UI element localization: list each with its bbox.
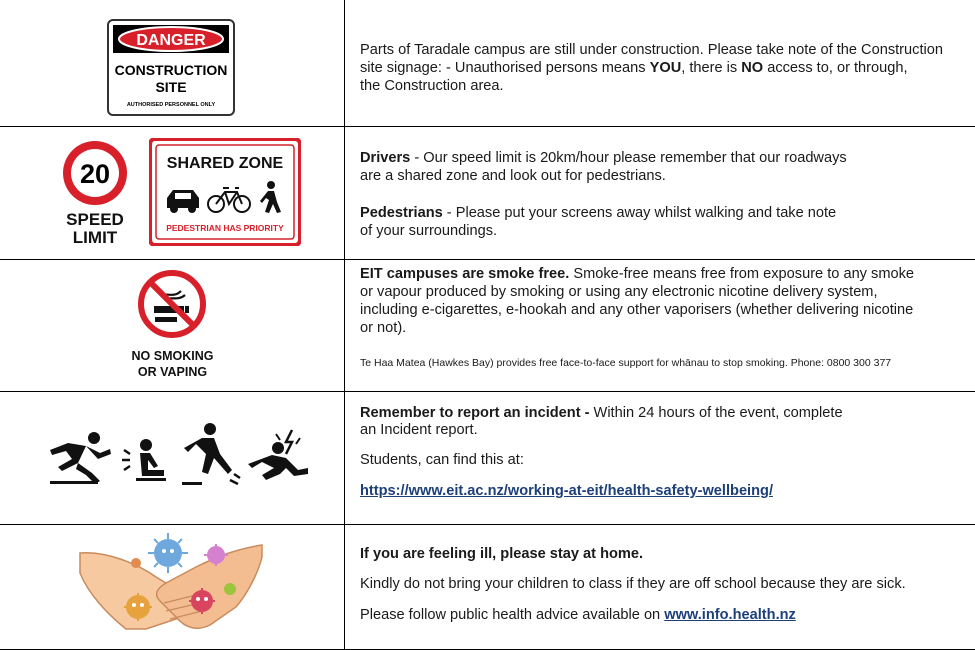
danger-header: DANGER xyxy=(136,32,206,49)
smoke-free-line3: including e-cigarettes, e-hookah and any other vaporisers (whether delivering nicotine xyxy=(360,302,914,318)
feeling-ill-text xyxy=(360,525,960,649)
construction-row xyxy=(0,0,975,126)
traffic-text xyxy=(360,127,960,259)
drivers-heading: Drivers xyxy=(360,150,411,166)
construction-line2: SITE xyxy=(155,79,187,95)
health-info-link[interactable]: www.info.health.nz xyxy=(664,607,796,623)
quit-support-text: Te Haa Matea (Hawkes Bay) provides free face-to-face support for whānau to stop smoking. Phone: 0800 300 377 xyxy=(360,357,892,369)
construction-text-line2 xyxy=(360,60,908,77)
incident-row xyxy=(0,391,975,524)
smoke-free-line4: or not). xyxy=(360,320,407,336)
feeling-ill-heading-bold: If you are feeling ill, please stay at home. xyxy=(360,546,644,562)
handshake-cell xyxy=(0,525,345,649)
drivers-line2: are a shared zone and look out for pedestrians. xyxy=(360,168,666,184)
slip-icon xyxy=(48,429,114,485)
smoke-free-line1 xyxy=(360,266,914,283)
smoke-free-heading: EIT campuses are smoke free. xyxy=(360,266,570,282)
health-safety-link[interactable]: https://www.eit.ac.nz/working-at-eit/health-safety-wellbeing/ xyxy=(360,483,773,499)
construction-text-pre: site signage: - Unauthorised persons means xyxy=(360,60,650,76)
drivers-line1 xyxy=(360,150,847,167)
smoke-free-row xyxy=(0,259,975,391)
smoke-free-line2: or vapour produced by smoking or using any electronic nicotine delivery system, xyxy=(360,284,878,300)
construction-text-post: access to, or through, xyxy=(763,60,908,76)
pedestrians-line2: of your surroundings. xyxy=(360,223,498,239)
incident-heading: Remember to report an incident - xyxy=(360,405,590,421)
electric-shock-icon xyxy=(246,428,312,484)
pedestrians-text: - Please put your screens away whilst walking and take note xyxy=(442,205,837,221)
speed-number: 20 xyxy=(79,159,111,189)
incident-text1: Within 24 hours of the event, complete xyxy=(589,405,843,421)
drivers-text: - Our speed limit is 20km/hour please remember that our roadways xyxy=(410,150,847,166)
trip-icon xyxy=(120,436,168,484)
construction-text-mid: , there is xyxy=(681,60,742,76)
feeling-ill-line1: Kindly do not bring your children to class if they are off school because they are sick. xyxy=(360,576,906,592)
construction-text-line3: the Construction area. xyxy=(360,78,504,94)
public-health-text: Please follow public health advice available on xyxy=(360,607,665,623)
traffic-signs-cell xyxy=(0,127,345,259)
traffic-row xyxy=(0,126,975,259)
smoke-free-text xyxy=(360,260,960,391)
incident-line2: an Incident report. xyxy=(360,422,478,438)
feeling-ill-row xyxy=(0,524,975,650)
incident-link-line xyxy=(360,483,773,500)
you-emphasis: YOU xyxy=(649,60,682,76)
no-smoking-label1: NO SMOKING xyxy=(131,349,214,363)
feeling-ill-heading xyxy=(360,546,643,563)
construction-sign-cell xyxy=(0,0,345,126)
pedestrians-heading: Pedestrians xyxy=(360,205,443,221)
speed-label1: SPEED xyxy=(66,210,124,229)
speed-label2: LIMIT xyxy=(72,228,118,245)
fall-icon xyxy=(180,422,244,486)
construction-text xyxy=(360,0,960,126)
feeling-ill-line2 xyxy=(360,607,796,624)
no-smoking-label xyxy=(100,348,245,380)
pedestrians-line1 xyxy=(360,205,836,222)
speed-limit-icon xyxy=(58,139,132,245)
no-smoking-label2: OR VAPING xyxy=(137,365,208,379)
construction-footer: AUTHORISED PERSONNEL ONLY xyxy=(126,102,216,108)
students-text: Students, can find this at: xyxy=(360,452,524,468)
shared-zone-title: SHARED ZONE xyxy=(166,155,284,172)
no-emphasis: NO xyxy=(741,60,764,76)
germ-icon xyxy=(148,533,188,573)
shared-zone-footer: PEDESTRIAN HAS PRIORITY xyxy=(166,223,284,233)
no-smoking-icon xyxy=(137,269,207,339)
incident-text xyxy=(360,392,960,524)
danger-construction-sign-icon xyxy=(107,19,235,116)
construction-line1: CONSTRUCTION xyxy=(114,62,228,78)
incident-line1 xyxy=(360,405,843,422)
no-smoking-cell xyxy=(0,260,345,391)
construction-text-line1: Parts of Taradale campus are still under construction. Please take note of the Construction xyxy=(360,42,943,58)
smoke-free-text1: Smoke-free means free from exposure to any smoke xyxy=(569,266,915,282)
handshake-germs-icon xyxy=(76,533,266,643)
shared-zone-sign-icon xyxy=(149,138,301,246)
incident-icons-cell xyxy=(0,392,345,524)
